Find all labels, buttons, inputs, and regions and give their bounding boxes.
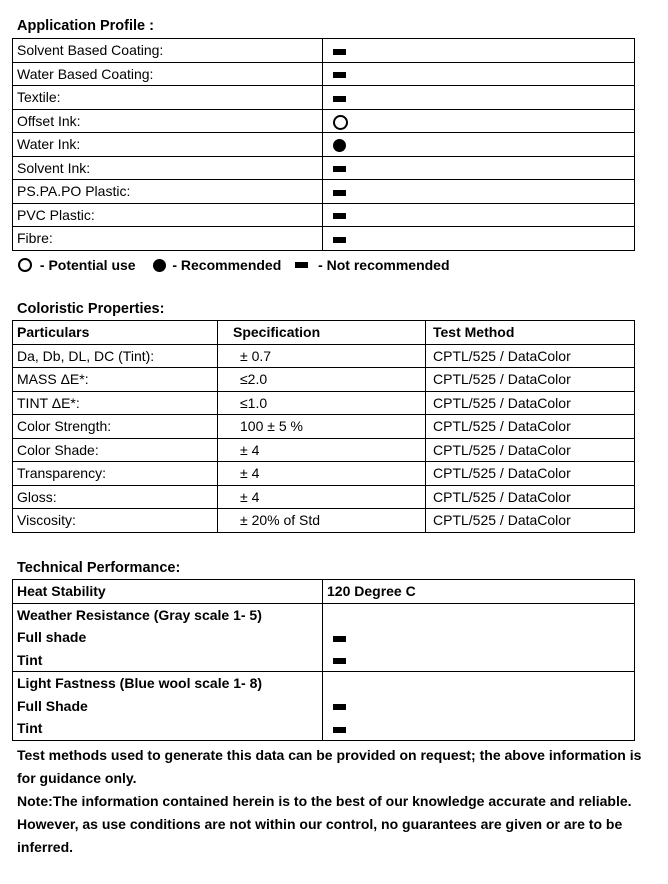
coloristic-test-method: CPTL/525 / DataColor [426, 344, 635, 368]
coloristic-test-method: CPTL/525 / DataColor [426, 368, 635, 392]
coloristic-row [13, 368, 635, 392]
coloristic-specification: 100 ± 5 % [218, 415, 426, 439]
weather-row [13, 603, 635, 626]
application-row [13, 203, 635, 227]
application-label: Offset Ink: [13, 109, 323, 133]
heat-stability-label: Heat Stability [13, 580, 323, 604]
light-row [13, 672, 635, 695]
coloristic-specification: ≤2.0 [218, 368, 426, 392]
weather-full-value [323, 626, 635, 649]
dash-icon [333, 237, 346, 243]
coloristic-row [13, 391, 635, 415]
coloristic-row [13, 485, 635, 509]
application-rating [323, 203, 635, 227]
legend-recommended: - Recommended [172, 257, 282, 274]
application-row [13, 62, 635, 86]
coloristic-specification: ± 4 [218, 485, 426, 509]
application-label: Water Ink: [13, 133, 323, 157]
legend-not-recommended: - Not recommended [318, 257, 450, 274]
footer-disclaimer-note: Note:The information contained herein is to the best of our knowledge accurate and reliable. However, as use conditions are not within our control, no guarantees are given or are to be inferred. [17, 793, 632, 855]
coloristic-table [12, 320, 635, 533]
header-test-method: Test Method [426, 321, 635, 345]
coloristic-particular: Color Shade: [13, 438, 218, 462]
coloristic-test-method: CPTL/525 / DataColor [426, 391, 635, 415]
coloristic-specification: ≤1.0 [218, 391, 426, 415]
footer-guidance-note: Test methods used to generate this data can be provided on request; the above information is for guidance only. [17, 747, 642, 786]
dash-icon [333, 190, 346, 196]
ring-icon [333, 115, 348, 130]
coloristic-row [13, 415, 635, 439]
application-row [13, 156, 635, 180]
coloristic-test-method: CPTL/525 / DataColor [426, 462, 635, 486]
application-profile-heading: Application Profile : [17, 18, 154, 34]
coloristic-test-method: CPTL/525 / DataColor [426, 509, 635, 533]
coloristic-row [13, 438, 635, 462]
coloristic-particular: Color Strength: [13, 415, 218, 439]
filled-dot-icon [153, 259, 166, 272]
weather-label: Weather Resistance (Gray scale 1- 5) [13, 603, 323, 626]
weather-blank [323, 603, 635, 626]
header-particulars: Particulars [13, 321, 218, 345]
application-label: Fibre: [13, 227, 323, 251]
coloristic-row [13, 462, 635, 486]
application-rating [323, 86, 635, 110]
weather-tint-value [323, 649, 635, 672]
application-label: PVC Plastic: [13, 203, 323, 227]
weather-tint-label: Tint [13, 649, 323, 672]
coloristic-particular: TINT ΔE*: [13, 391, 218, 415]
coloristic-specification: ± 0.7 [218, 344, 426, 368]
weather-full-row [13, 626, 635, 649]
filled-dot-icon [333, 139, 346, 152]
light-tint-value [323, 717, 635, 740]
coloristic-row [13, 509, 635, 533]
application-rating [323, 62, 635, 86]
dash-icon [333, 49, 346, 55]
light-label: Light Fastness (Blue wool scale 1- 8) [13, 672, 323, 695]
light-full-value [323, 695, 635, 718]
application-row [13, 227, 635, 251]
light-blank [323, 672, 635, 695]
coloristic-specification: ± 4 [218, 438, 426, 462]
application-label: Water Based Coating: [13, 62, 323, 86]
application-row [13, 109, 635, 133]
header-specification: Specification [218, 321, 426, 345]
ring-icon [18, 258, 32, 272]
coloristic-specification: ± 20% of Std [218, 509, 426, 533]
coloristic-row [13, 344, 635, 368]
application-profile-table [12, 38, 635, 251]
application-label: PS.PA.PO Plastic: [13, 180, 323, 204]
coloristic-specification: ± 4 [218, 462, 426, 486]
dash-icon [333, 636, 346, 642]
coloristic-heading: Coloristic Properties: [17, 301, 165, 317]
dash-icon [333, 166, 346, 172]
coloristic-test-method: CPTL/525 / DataColor [426, 485, 635, 509]
light-full-row [13, 695, 635, 718]
coloristic-particular: Gloss: [13, 485, 218, 509]
technical-heading: Technical Performance: [17, 560, 181, 576]
coloristic-test-method: CPTL/525 / DataColor [426, 438, 635, 462]
light-full-label: Full Shade [13, 695, 323, 718]
application-row [13, 86, 635, 110]
application-rating [323, 39, 635, 63]
application-rating [323, 227, 635, 251]
dash-icon [333, 72, 346, 78]
symbol-legend [18, 256, 450, 273]
application-label: Solvent Ink: [13, 156, 323, 180]
weather-tint-row [13, 649, 635, 672]
application-row [13, 39, 635, 63]
application-rating [323, 109, 635, 133]
dash-icon [333, 96, 346, 102]
dash-icon [333, 727, 346, 733]
application-label: Solvent Based Coating: [13, 39, 323, 63]
legend-potential: - Potential use [39, 257, 136, 274]
application-rating [323, 133, 635, 157]
coloristic-test-method: CPTL/525 / DataColor [426, 415, 635, 439]
application-label: Textile: [13, 86, 323, 110]
dash-icon [333, 704, 346, 710]
dash-icon [333, 658, 346, 664]
dash-icon [333, 213, 346, 219]
light-tint-row [13, 717, 635, 740]
heat-stability-value: 120 Degree C [323, 580, 635, 604]
heat-stability-row [13, 580, 635, 604]
coloristic-particular: MASS ΔE*: [13, 368, 218, 392]
coloristic-particular: Transparency: [13, 462, 218, 486]
technical-table [12, 579, 635, 741]
coloristic-particular: Viscosity: [13, 509, 218, 533]
light-tint-label: Tint [13, 717, 323, 740]
application-row [13, 133, 635, 157]
coloristic-particular: Da, Db, DL, DC (Tint): [13, 344, 218, 368]
application-row [13, 180, 635, 204]
weather-full-label: Full shade [13, 626, 323, 649]
application-rating [323, 180, 635, 204]
dash-icon [295, 262, 308, 268]
coloristic-header-row [13, 321, 635, 345]
application-rating [323, 156, 635, 180]
